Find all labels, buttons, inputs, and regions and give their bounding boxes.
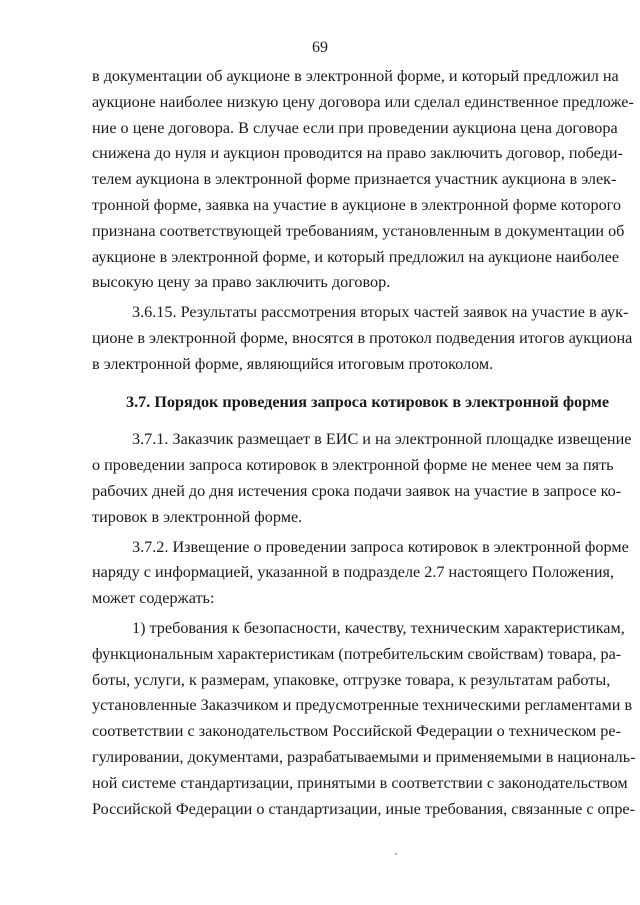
text-line: 3.6.15. Результаты рассмотрения вторых частей заявок на участие в аук- bbox=[132, 303, 629, 322]
text-line: ние о цене договора. В случае если при проведении аукциона цена договора bbox=[92, 118, 618, 137]
text-line: снижена до нуля и аукцион проводится на право заключить договор, победи- bbox=[92, 144, 623, 163]
scan-speck bbox=[395, 853, 397, 855]
paragraph-continued bbox=[92, 64, 634, 296]
text-line: гулировании, документами, разрабатываемыми и применяемыми в националь- bbox=[92, 747, 636, 766]
text-line: 3.7.2. Извещение о проведении запроса котировок в электронной форме bbox=[132, 537, 629, 556]
section-heading: 3.7. Порядок проведения запроса котировок в электронной форме bbox=[126, 392, 610, 411]
text-line: тировок в электронной форме. bbox=[92, 507, 303, 526]
text-line: в электронной форме, являющийся итоговым протоколом. bbox=[92, 354, 494, 373]
page-number: 69 bbox=[312, 39, 328, 56]
text-line: телем аукциона в электронной форме признается участник аукциона в элек- bbox=[92, 170, 617, 189]
text-line: боты, услуги, к размерам, упаковке, отгрузке товара, к результатам работы, bbox=[92, 670, 611, 689]
text-line: 3.7.1. Заказчик размещает в ЕИС и на электронной площадке извещение bbox=[132, 430, 632, 449]
text-line: о проведении запроса котировок в электронной форме не менее чем за пять bbox=[92, 456, 614, 475]
text-line: тронной форме, заявка на участие в аукционе в электронной форме которого bbox=[92, 195, 621, 214]
text-line: аукционе в электронной форме, и который предложил на аукционе наиболее bbox=[92, 247, 620, 266]
text-line: признана соответствующей требованиям, установленным в документации об bbox=[92, 221, 625, 240]
list-item-1 bbox=[92, 616, 636, 822]
text-line: в документации об аукционе в электронной форме, и который предложил на bbox=[92, 67, 619, 85]
text-line: аукционе наиболее низкую цену договора или сделал единственное предложе- bbox=[92, 92, 634, 111]
paragraph-3-7-1 bbox=[92, 427, 632, 530]
text-line: ционе в электронной форме, вносятся в протокол подведения итогов аукциона bbox=[92, 328, 633, 347]
text-line: функциональным характеристикам (потребительским свойствам) товара, ра- bbox=[92, 644, 622, 663]
text-line: 1) требования к безопасности, качеству, техническим характеристикам, bbox=[132, 618, 625, 637]
text-line: может содержать: bbox=[92, 589, 215, 608]
text-line: наряду с информацией, указанной в подразделе 2.7 настоящего Положения, bbox=[92, 563, 615, 582]
paragraph-3-6-15 bbox=[92, 300, 633, 377]
paragraph-3-7-2 bbox=[92, 535, 629, 612]
document-body bbox=[92, 64, 636, 822]
text-line: высокую цену за право заключить договор. bbox=[92, 273, 391, 292]
text-line: ной системе стандартизации, принятыми в соответствии с законодательством bbox=[92, 773, 628, 792]
text-line: Российской Федерации о стандартизации, иные требования, связанные с опре- bbox=[92, 799, 635, 818]
text-line: рабочих дней до дня истечения срока подачи заявок на участие в запросе ко- bbox=[92, 481, 622, 500]
text-line: соответствии с законодательством Российской Федерации о техническом ре- bbox=[92, 722, 621, 741]
text-line: установленные Заказчиком и предусмотренные техническими регламентами в bbox=[92, 696, 633, 715]
